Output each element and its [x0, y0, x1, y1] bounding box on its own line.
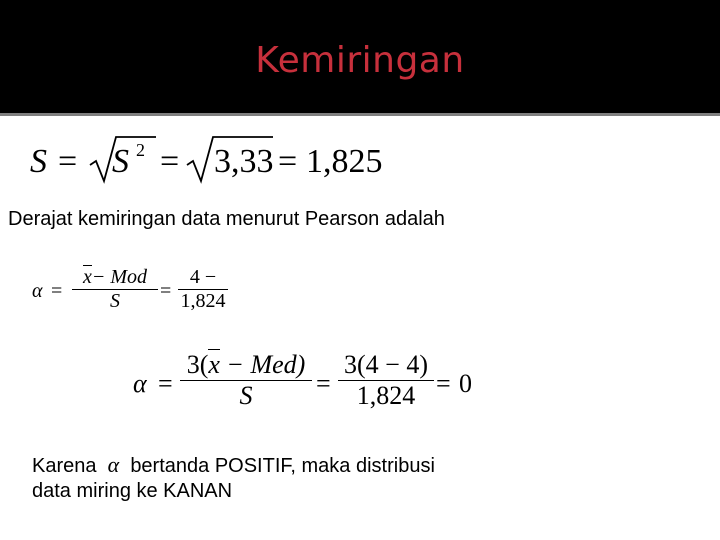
- eq1-equals-1: =: [58, 143, 78, 180]
- header-divider: [0, 113, 720, 116]
- eq1-value: 3,33: [214, 143, 274, 180]
- eq2-alpha: α: [32, 280, 43, 302]
- eq2-xbar: x: [82, 266, 92, 288]
- pearson-intro-text: Derajat kemiringan data menurut Pearson adalah: [8, 208, 445, 230]
- eq2-num-rest: − Mod: [91, 266, 148, 288]
- slide-title: Kemiringan: [255, 40, 465, 81]
- eq1-equals-3: =: [278, 143, 298, 180]
- conclusion-line-1: [32, 452, 435, 478]
- eq3-num2: 3(4 − 4): [344, 350, 428, 379]
- eq3-den: S: [239, 381, 253, 410]
- eq1-result: 1,825: [306, 143, 383, 180]
- eq2-den: S: [110, 290, 120, 312]
- eq2-den2: 1,824: [180, 290, 226, 312]
- eq3-alpha: α: [133, 369, 147, 398]
- eq1-equals-2: =: [160, 143, 180, 180]
- eq2-fraction-2: [178, 266, 228, 313]
- eq3-equals-1: =: [158, 369, 173, 398]
- eq3-den2: 1,824: [356, 381, 416, 410]
- conclusion-line-2: data miring ke KANAN: [32, 480, 233, 502]
- eq1-lhs: S: [30, 143, 47, 180]
- eq1-exponent: 2: [136, 140, 145, 160]
- eq3-result: 0: [459, 369, 472, 398]
- eq3-equals-2: =: [316, 369, 331, 398]
- eq2-fraction-1: [72, 266, 158, 313]
- eq2-num2: 4 −: [189, 266, 217, 288]
- conclusion-part1: Karena: [32, 455, 97, 477]
- eq3-fraction-2: [338, 350, 434, 411]
- eq3-num-b: − Med): [219, 350, 306, 379]
- eq2-equals-2: =: [160, 280, 172, 302]
- eq3-fraction-1: [180, 350, 312, 411]
- eq3-num-a: 3(: [186, 350, 209, 379]
- eq3-xbar: x: [208, 350, 220, 379]
- eq2-equals-1: =: [51, 280, 63, 302]
- conclusion-alpha: α: [107, 452, 120, 477]
- eq3-equals-3: =: [436, 369, 451, 398]
- eq1-s-squared: S: [112, 143, 129, 180]
- conclusion-part2: bertanda POSITIF, maka distribusi: [130, 455, 435, 477]
